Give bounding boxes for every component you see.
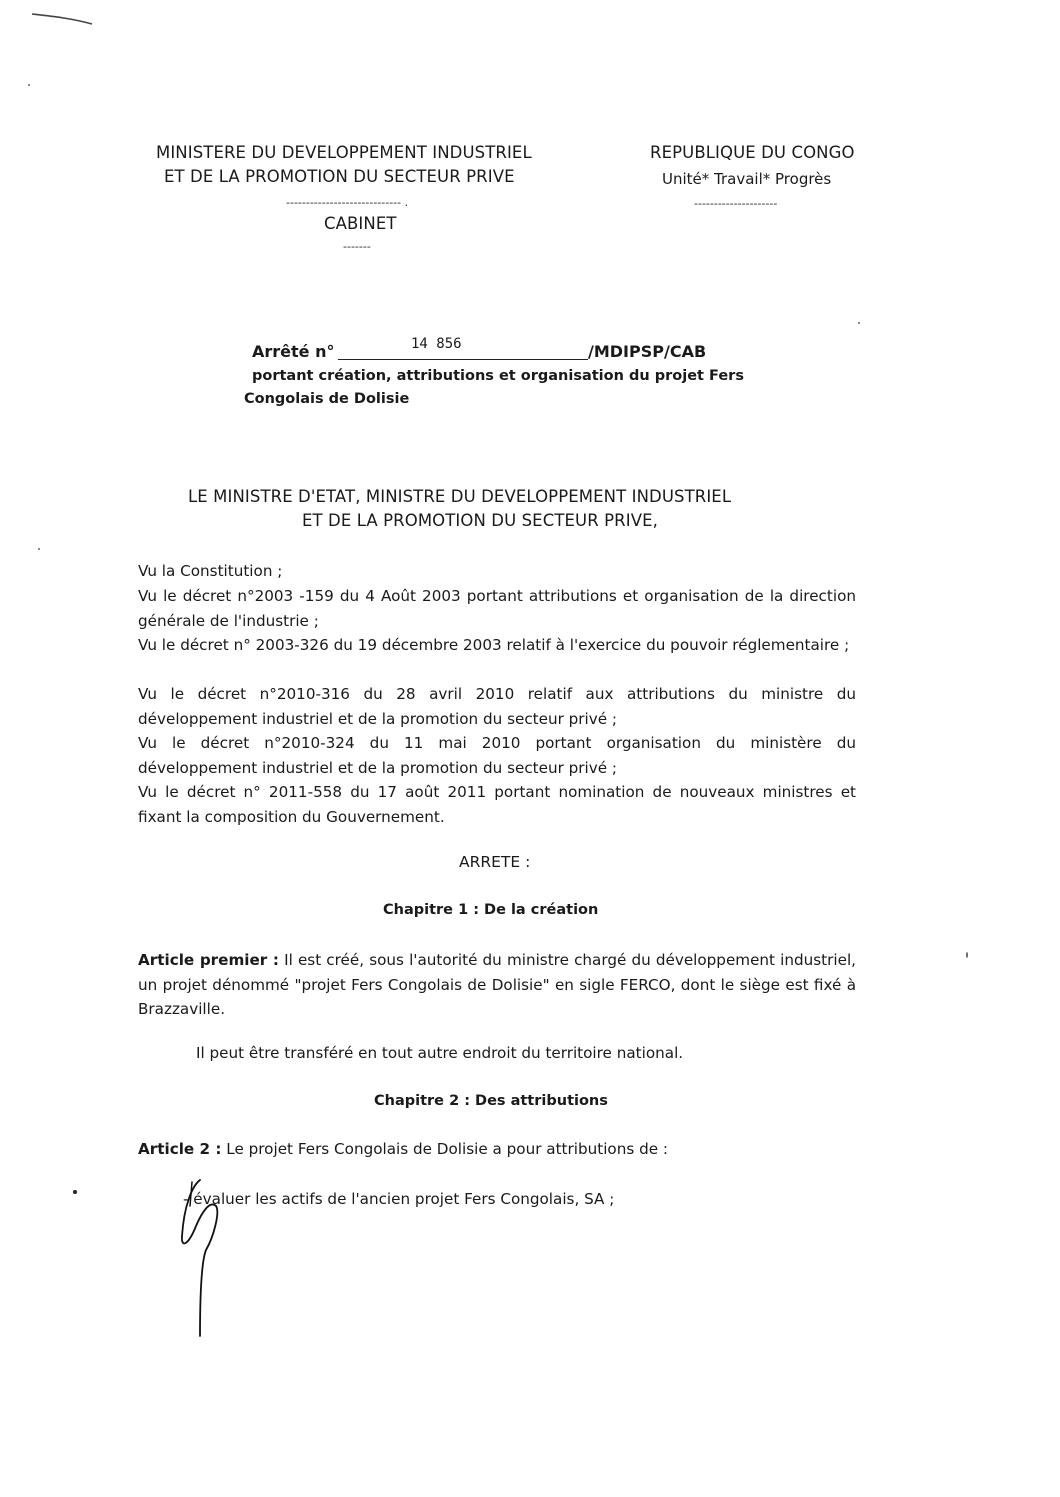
scan-speck xyxy=(38,548,40,550)
article-premier xyxy=(138,948,856,1022)
considerant-decret-2011-558: Vu le décret n° 2011-558 du 17 août 2011 portant nomination de nouveaux ministres et fixant la composition du Gouvernement. xyxy=(138,783,856,826)
scan-speck xyxy=(858,322,860,324)
header-separator-right: --------------------- xyxy=(694,197,778,210)
article-2-item-1: - évaluer les actifs de l'ancien projet Fers Congolais, SA ; xyxy=(183,1190,615,1208)
arrete-prefix: Arrêté n° xyxy=(252,342,335,361)
chapter1-title: Chapitre 1 : De la création xyxy=(383,902,599,918)
considerant-decret-2003-159: Vu le décret n°2003 -159 du 4 Août 2003 portant attributions et organisation de la direction générale de l'industrie ; xyxy=(138,587,856,630)
cabinet-label: CABINET xyxy=(324,214,397,233)
considerant-decret-2010-316: Vu le décret n°2010-316 du 28 avril 2010 relatif aux attributions du ministre du développement industriel et de la promotion du secteur privé ; xyxy=(138,685,856,728)
arrete-subject-line1: portant création, attributions et organisation du projet Fers xyxy=(252,368,744,384)
article-premier-label: Article premier : xyxy=(138,951,279,969)
considerant-decret-2010-324: Vu le décret n°2010-324 du 11 mai 2010 portant organisation du ministère du développement industriel et de la promotion du secteur privé ; xyxy=(138,734,856,777)
arrete-subject-line2: Congolais de Dolisie xyxy=(244,391,410,407)
article-premier-text: Il est créé, sous l'autorité du ministre chargé du développement industriel, un projet dénommé "projet Fers Congolais de Dolisie" en sigle FERCO, dont le siège est fixé à Brazzaville. xyxy=(138,951,856,1018)
minister-title-line2: ET DE LA PROMOTION DU SECTEUR PRIVE, xyxy=(302,511,658,530)
considerant-decret-2003-326: Vu le décret n° 2003-326 du 19 décembre 2003 relatif à l'exercice du pouvoir réglementaire ; xyxy=(138,636,850,654)
article-2-label: Article 2 : xyxy=(138,1140,222,1158)
chapter2-title: Chapitre 2 : Des attributions xyxy=(374,1093,608,1109)
scan-speck xyxy=(73,1190,77,1194)
article-premier-paragraph2: Il peut être transféré en tout autre endroit du territoire national. xyxy=(196,1044,684,1062)
arrete-heading: ARRETE : xyxy=(459,853,531,871)
cabinet-separator: ------- xyxy=(343,240,371,253)
arrete-number-line xyxy=(338,359,588,360)
article-2-text: Le projet Fers Congolais de Dolisie a pour attributions de : xyxy=(221,1140,669,1158)
ministry-name-line2: ET DE LA PROMOTION DU SECTEUR PRIVE xyxy=(164,167,515,186)
ministry-name-line1: MINISTERE DU DEVELOPPEMENT INDUSTRIEL xyxy=(156,143,532,162)
minister-title-line1: LE MINISTRE D'ETAT, MINISTRE DU DEVELOPPEMENT INDUSTRIEL xyxy=(188,487,732,506)
considerant-constitution: Vu la Constitution ; xyxy=(138,562,283,580)
national-motto: Unité* Travail* Progrès xyxy=(662,170,832,188)
header-separator-left: ----------------------------- . xyxy=(286,196,409,209)
republic-name: REPUBLIQUE DU CONGO xyxy=(650,143,855,162)
arrete-number: 14 856 xyxy=(411,336,462,352)
handwritten-initial xyxy=(170,1176,230,1346)
scan-speck xyxy=(28,84,30,86)
arrete-suffix: /MDIPSP/CAB xyxy=(588,342,707,361)
article-2 xyxy=(138,1140,668,1158)
scan-speck xyxy=(966,952,968,958)
scan-mark xyxy=(30,8,100,30)
